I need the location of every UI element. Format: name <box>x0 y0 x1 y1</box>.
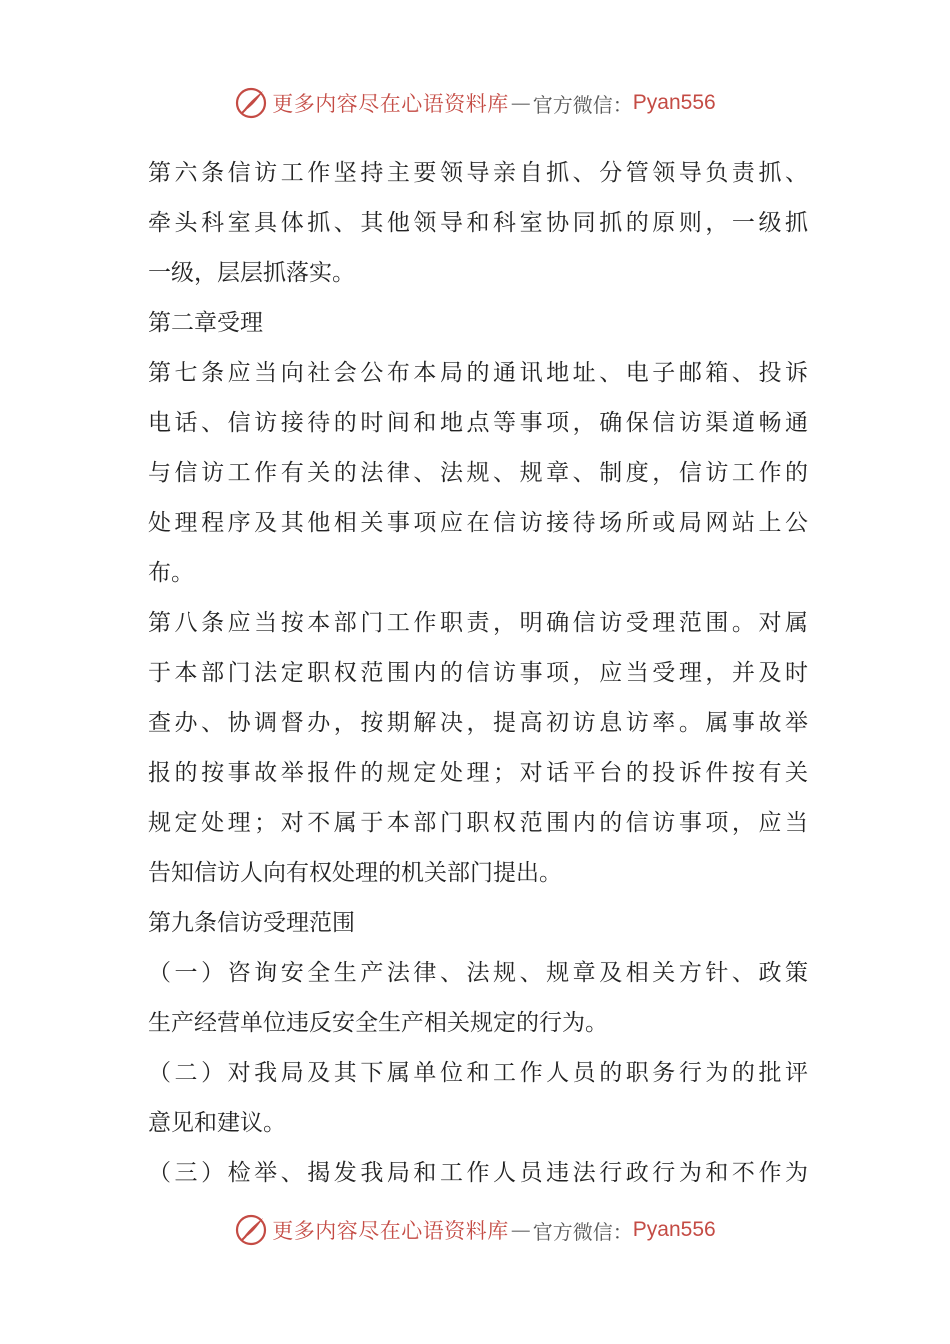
banner-main-text: 更多内容尽在心语资料库 <box>272 92 509 116</box>
banner-separator: — <box>510 1218 531 1242</box>
text-line-1: 第六条信访工作坚持主要领导亲自抓、分管领导负责抓、 <box>148 160 808 186</box>
text-line-18: 生产经营单位违反安全生产相关规定的行为。 <box>148 1010 608 1036</box>
banner-main-text: 更多内容尽在心语资料库 <box>272 1219 509 1243</box>
text-line-15: 告知信访人向有权处理的机关部门提出。 <box>148 860 562 886</box>
header-banner <box>0 83 950 123</box>
chapter-heading: 第二章受理 <box>148 310 263 336</box>
text-line-19: （二）对我局及其下属单位和工作人员的职务行为的批评 <box>148 1060 808 1086</box>
quill-logo-icon <box>234 1213 268 1247</box>
text-line-21: （三）检举、揭发我局和工作人员违法行政行为和不作为 <box>148 1160 808 1186</box>
banner-wechat-id: Pyan556 <box>632 1218 716 1241</box>
banner-sub-text: 官方微信： <box>532 92 633 117</box>
footer-banner <box>0 1210 950 1250</box>
text-line-9: 布。 <box>148 560 194 586</box>
text-line-5: 第七条应当向社会公布本局的通讯地址、电子邮箱、投诉 <box>148 360 808 386</box>
banner-separator: — <box>510 91 531 115</box>
text-line-10: 第八条应当按本部门工作职责，明确信访受理范围。对属 <box>148 610 808 636</box>
text-line-14: 规定处理；对不属于本部门职权范围内的信访事项，应当 <box>148 810 808 836</box>
text-line-11: 于本部门法定职权范围内的信访事项，应当受理，并及时 <box>148 660 808 686</box>
banner-sub-text: 官方微信： <box>532 1219 633 1244</box>
document-body <box>148 148 808 1198</box>
article-nine-heading: 第九条信访受理范围 <box>148 910 355 936</box>
text-line-20: 意见和建议。 <box>148 1110 286 1136</box>
text-line-6: 电话、信访接待的时间和地点等事项，确保信访渠道畅通 <box>148 410 808 436</box>
text-line-8: 处理程序及其他相关事项应在信访接待场所或局网站上公 <box>148 510 808 536</box>
text-line-17: （一）咨询安全生产法律、法规、规章及相关方针、政策 <box>148 960 808 986</box>
text-line-3: 一级，层层抓落实。 <box>148 260 355 286</box>
text-line-2: 牵头科室具体抓、其他领导和科室协同抓的原则，一级抓 <box>148 210 808 236</box>
text-line-12: 查办、协调督办，按期解决，提高初访息访率。属事故举 <box>148 710 808 736</box>
text-line-13: 报的按事故举报件的规定处理；对话平台的投诉件按有关 <box>148 760 808 786</box>
text-line-7: 与信访工作有关的法律、法规、规章、制度，信访工作的 <box>148 460 808 486</box>
banner-wechat-id: Pyan556 <box>632 91 716 114</box>
quill-logo-icon <box>234 86 268 120</box>
